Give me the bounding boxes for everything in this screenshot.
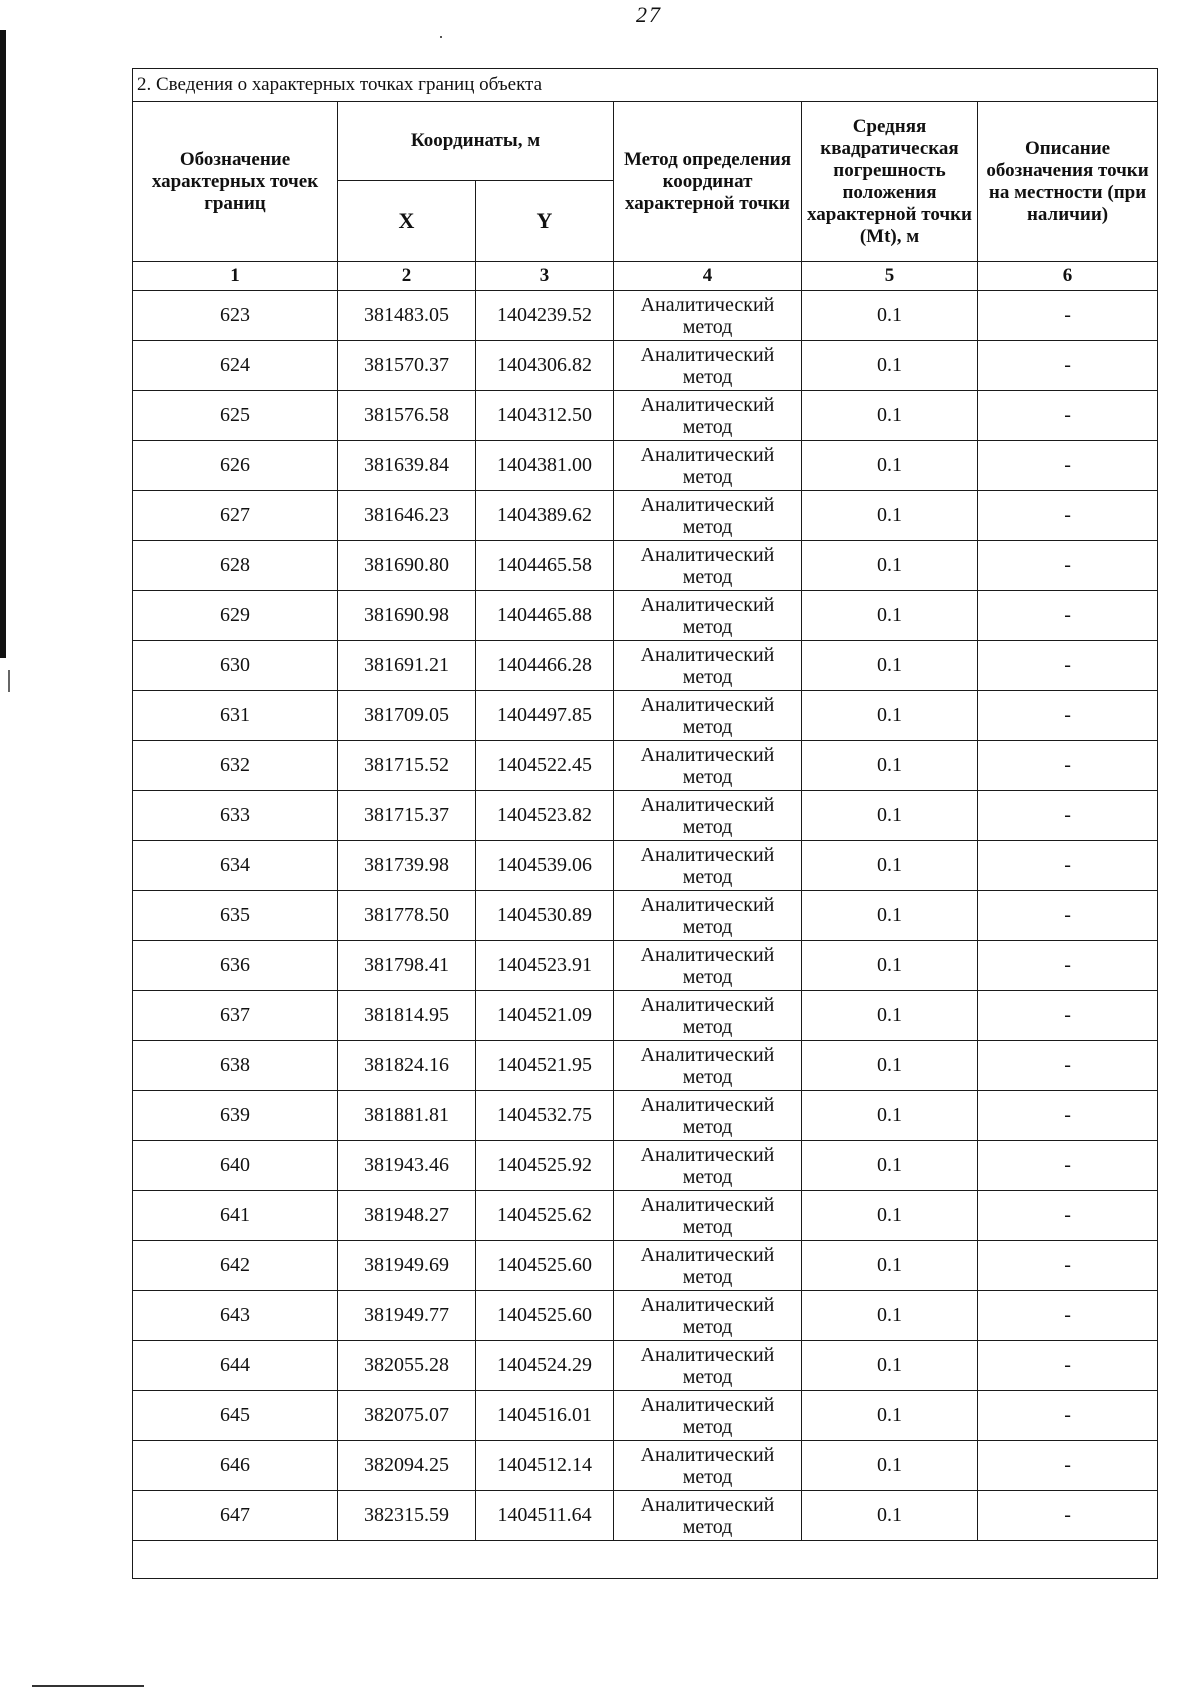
point-cell: 631 bbox=[133, 691, 338, 741]
description-cell: - bbox=[978, 391, 1158, 441]
method-cell: Аналитический метод bbox=[614, 341, 802, 391]
y-coordinate-cell: 1404389.62 bbox=[476, 491, 614, 541]
method-cell: Аналитический метод bbox=[614, 1441, 802, 1491]
y-coordinate-cell: 1404532.75 bbox=[476, 1091, 614, 1141]
header-point-designation: Обозначение характерных точек границ bbox=[133, 102, 338, 262]
mean-error-cell: 0.1 bbox=[802, 941, 978, 991]
description-cell: - bbox=[978, 1341, 1158, 1391]
description-cell: - bbox=[978, 741, 1158, 791]
point-cell: 643 bbox=[133, 1291, 338, 1341]
point-cell: 628 bbox=[133, 541, 338, 591]
x-coordinate-cell: 381943.46 bbox=[338, 1141, 476, 1191]
point-cell: 636 bbox=[133, 941, 338, 991]
description-cell: - bbox=[978, 1191, 1158, 1241]
method-cell: Аналитический метод bbox=[614, 1041, 802, 1091]
point-cell: 629 bbox=[133, 591, 338, 641]
header-x: X bbox=[338, 181, 476, 262]
table-row bbox=[133, 591, 1158, 641]
point-cell: 634 bbox=[133, 841, 338, 891]
mean-error-cell: 0.1 bbox=[802, 691, 978, 741]
description-cell: - bbox=[978, 1491, 1158, 1541]
table-row bbox=[133, 641, 1158, 691]
header-mean-error: Средняя квадратическая погрешность положения характерной точки (Mt), м bbox=[802, 102, 978, 262]
empty-footer-cell bbox=[133, 1541, 1158, 1579]
description-cell: - bbox=[978, 941, 1158, 991]
mean-error-cell: 0.1 bbox=[802, 791, 978, 841]
point-cell: 640 bbox=[133, 1141, 338, 1191]
method-cell: Аналитический метод bbox=[614, 1341, 802, 1391]
method-cell: Аналитический метод bbox=[614, 791, 802, 841]
table-row bbox=[133, 691, 1158, 741]
header-method: Метод определения координат характерной точки bbox=[614, 102, 802, 262]
table-row bbox=[133, 1291, 1158, 1341]
y-coordinate-cell: 1404521.09 bbox=[476, 991, 614, 1041]
method-cell: Аналитический метод bbox=[614, 991, 802, 1041]
mean-error-cell: 0.1 bbox=[802, 541, 978, 591]
method-cell: Аналитический метод bbox=[614, 491, 802, 541]
description-cell: - bbox=[978, 1091, 1158, 1141]
mean-error-cell: 0.1 bbox=[802, 491, 978, 541]
y-coordinate-cell: 1404530.89 bbox=[476, 891, 614, 941]
mean-error-cell: 0.1 bbox=[802, 1441, 978, 1491]
point-cell: 645 bbox=[133, 1391, 338, 1441]
header-description: Описание обозначения точки на местности (при наличии) bbox=[978, 102, 1158, 262]
mean-error-cell: 0.1 bbox=[802, 641, 978, 691]
header-coordinates: Координаты, м bbox=[338, 102, 614, 181]
x-coordinate-cell: 381639.84 bbox=[338, 441, 476, 491]
table-row bbox=[133, 441, 1158, 491]
mean-error-cell: 0.1 bbox=[802, 1391, 978, 1441]
scan-margin-mark bbox=[8, 670, 10, 692]
point-cell: 633 bbox=[133, 791, 338, 841]
mean-error-cell: 0.1 bbox=[802, 1091, 978, 1141]
table-row bbox=[133, 1241, 1158, 1291]
page-number: 27 bbox=[636, 2, 662, 27]
mean-error-cell: 0.1 bbox=[802, 291, 978, 341]
x-coordinate-cell: 381690.98 bbox=[338, 591, 476, 641]
method-cell: Аналитический метод bbox=[614, 741, 802, 791]
point-cell: 632 bbox=[133, 741, 338, 791]
x-coordinate-cell: 381798.41 bbox=[338, 941, 476, 991]
mean-error-cell: 0.1 bbox=[802, 1191, 978, 1241]
point-cell: 644 bbox=[133, 1341, 338, 1391]
y-coordinate-cell: 1404239.52 bbox=[476, 291, 614, 341]
point-cell: 639 bbox=[133, 1091, 338, 1141]
table-row bbox=[133, 841, 1158, 891]
y-coordinate-cell: 1404497.85 bbox=[476, 691, 614, 741]
table-row bbox=[133, 1491, 1158, 1541]
method-cell: Аналитический метод bbox=[614, 841, 802, 891]
x-coordinate-cell: 381576.58 bbox=[338, 391, 476, 441]
point-cell: 637 bbox=[133, 991, 338, 1041]
y-coordinate-cell: 1404466.28 bbox=[476, 641, 614, 691]
table-row bbox=[133, 1191, 1158, 1241]
x-coordinate-cell: 381646.23 bbox=[338, 491, 476, 541]
mean-error-cell: 0.1 bbox=[802, 1491, 978, 1541]
column-number: 3 bbox=[476, 262, 614, 291]
description-cell: - bbox=[978, 1441, 1158, 1491]
method-cell: Аналитический метод bbox=[614, 1091, 802, 1141]
table-row bbox=[133, 491, 1158, 541]
table-row bbox=[133, 1441, 1158, 1491]
column-number: 5 bbox=[802, 262, 978, 291]
method-cell: Аналитический метод bbox=[614, 1491, 802, 1541]
footer-rule bbox=[32, 1685, 144, 1687]
point-cell: 623 bbox=[133, 291, 338, 341]
table-row bbox=[133, 891, 1158, 941]
mean-error-cell: 0.1 bbox=[802, 1341, 978, 1391]
y-coordinate-cell: 1404312.50 bbox=[476, 391, 614, 441]
scan-dot bbox=[440, 36, 442, 38]
method-cell: Аналитический метод bbox=[614, 441, 802, 491]
method-cell: Аналитический метод bbox=[614, 641, 802, 691]
description-cell: - bbox=[978, 591, 1158, 641]
mean-error-cell: 0.1 bbox=[802, 341, 978, 391]
mean-error-cell: 0.1 bbox=[802, 1041, 978, 1091]
point-cell: 641 bbox=[133, 1191, 338, 1241]
x-coordinate-cell: 381949.77 bbox=[338, 1291, 476, 1341]
section-title: 2. Сведения о характерных точках границ объекта bbox=[133, 69, 1158, 102]
boundary-points-table bbox=[132, 68, 1158, 1579]
table-row bbox=[133, 1141, 1158, 1191]
x-coordinate-cell: 381715.52 bbox=[338, 741, 476, 791]
y-coordinate-cell: 1404306.82 bbox=[476, 341, 614, 391]
x-coordinate-cell: 381824.16 bbox=[338, 1041, 476, 1091]
table-row bbox=[133, 741, 1158, 791]
x-coordinate-cell: 381690.80 bbox=[338, 541, 476, 591]
method-cell: Аналитический метод bbox=[614, 1191, 802, 1241]
column-number: 6 bbox=[978, 262, 1158, 291]
column-number: 2 bbox=[338, 262, 476, 291]
description-cell: - bbox=[978, 1141, 1158, 1191]
scan-edge-mark bbox=[0, 30, 6, 658]
x-coordinate-cell: 381814.95 bbox=[338, 991, 476, 1041]
point-cell: 647 bbox=[133, 1491, 338, 1541]
y-coordinate-cell: 1404525.60 bbox=[476, 1241, 614, 1291]
y-coordinate-cell: 1404521.95 bbox=[476, 1041, 614, 1091]
description-cell: - bbox=[978, 341, 1158, 391]
table-body bbox=[133, 291, 1158, 1541]
description-cell: - bbox=[978, 791, 1158, 841]
x-coordinate-cell: 381949.69 bbox=[338, 1241, 476, 1291]
y-coordinate-cell: 1404511.64 bbox=[476, 1491, 614, 1541]
description-cell: - bbox=[978, 1291, 1158, 1341]
table-row bbox=[133, 1091, 1158, 1141]
table-row bbox=[133, 991, 1158, 1041]
y-coordinate-cell: 1404523.82 bbox=[476, 791, 614, 841]
x-coordinate-cell: 382094.25 bbox=[338, 1441, 476, 1491]
mean-error-cell: 0.1 bbox=[802, 1241, 978, 1291]
method-cell: Аналитический метод bbox=[614, 291, 802, 341]
method-cell: Аналитический метод bbox=[614, 1141, 802, 1191]
description-cell: - bbox=[978, 1241, 1158, 1291]
x-coordinate-cell: 381948.27 bbox=[338, 1191, 476, 1241]
method-cell: Аналитический метод bbox=[614, 941, 802, 991]
method-cell: Аналитический метод bbox=[614, 1291, 802, 1341]
description-cell: - bbox=[978, 691, 1158, 741]
description-cell: - bbox=[978, 1041, 1158, 1091]
y-coordinate-cell: 1404465.88 bbox=[476, 591, 614, 641]
y-coordinate-cell: 1404522.45 bbox=[476, 741, 614, 791]
point-cell: 627 bbox=[133, 491, 338, 541]
table-row bbox=[133, 291, 1158, 341]
x-coordinate-cell: 381691.21 bbox=[338, 641, 476, 691]
x-coordinate-cell: 381709.05 bbox=[338, 691, 476, 741]
x-coordinate-cell: 382315.59 bbox=[338, 1491, 476, 1541]
description-cell: - bbox=[978, 441, 1158, 491]
table-row bbox=[133, 941, 1158, 991]
method-cell: Аналитический метод bbox=[614, 591, 802, 641]
y-coordinate-cell: 1404539.06 bbox=[476, 841, 614, 891]
x-coordinate-cell: 381483.05 bbox=[338, 291, 476, 341]
method-cell: Аналитический метод bbox=[614, 891, 802, 941]
mean-error-cell: 0.1 bbox=[802, 841, 978, 891]
point-cell: 642 bbox=[133, 1241, 338, 1291]
method-cell: Аналитический метод bbox=[614, 1391, 802, 1441]
method-cell: Аналитический метод bbox=[614, 691, 802, 741]
mean-error-cell: 0.1 bbox=[802, 1291, 978, 1341]
mean-error-cell: 0.1 bbox=[802, 891, 978, 941]
y-coordinate-cell: 1404525.62 bbox=[476, 1191, 614, 1241]
description-cell: - bbox=[978, 291, 1158, 341]
y-coordinate-cell: 1404523.91 bbox=[476, 941, 614, 991]
point-cell: 638 bbox=[133, 1041, 338, 1091]
description-cell: - bbox=[978, 641, 1158, 691]
description-cell: - bbox=[978, 1391, 1158, 1441]
column-number: 1 bbox=[133, 262, 338, 291]
point-cell: 625 bbox=[133, 391, 338, 441]
x-coordinate-cell: 381881.81 bbox=[338, 1091, 476, 1141]
method-cell: Аналитический метод bbox=[614, 541, 802, 591]
table-row bbox=[133, 391, 1158, 441]
method-cell: Аналитический метод bbox=[614, 1241, 802, 1291]
y-coordinate-cell: 1404381.00 bbox=[476, 441, 614, 491]
description-cell: - bbox=[978, 991, 1158, 1041]
table-row bbox=[133, 341, 1158, 391]
description-cell: - bbox=[978, 891, 1158, 941]
table-row bbox=[133, 791, 1158, 841]
mean-error-cell: 0.1 bbox=[802, 991, 978, 1041]
x-coordinate-cell: 381570.37 bbox=[338, 341, 476, 391]
mean-error-cell: 0.1 bbox=[802, 741, 978, 791]
empty-footer-row bbox=[133, 1541, 1158, 1579]
x-coordinate-cell: 382075.07 bbox=[338, 1391, 476, 1441]
table-row bbox=[133, 1391, 1158, 1441]
x-coordinate-cell: 381778.50 bbox=[338, 891, 476, 941]
y-coordinate-cell: 1404512.14 bbox=[476, 1441, 614, 1491]
x-coordinate-cell: 381715.37 bbox=[338, 791, 476, 841]
mean-error-cell: 0.1 bbox=[802, 391, 978, 441]
point-cell: 624 bbox=[133, 341, 338, 391]
description-cell: - bbox=[978, 541, 1158, 591]
method-cell: Аналитический метод bbox=[614, 391, 802, 441]
point-cell: 630 bbox=[133, 641, 338, 691]
table-row bbox=[133, 1341, 1158, 1391]
x-coordinate-cell: 381739.98 bbox=[338, 841, 476, 891]
header-y: Y bbox=[476, 181, 614, 262]
column-number: 4 bbox=[614, 262, 802, 291]
description-cell: - bbox=[978, 841, 1158, 891]
y-coordinate-cell: 1404525.60 bbox=[476, 1291, 614, 1341]
column-number-row bbox=[133, 262, 1158, 291]
x-coordinate-cell: 382055.28 bbox=[338, 1341, 476, 1391]
description-cell: - bbox=[978, 491, 1158, 541]
table-row bbox=[133, 1041, 1158, 1091]
y-coordinate-cell: 1404525.92 bbox=[476, 1141, 614, 1191]
table-row bbox=[133, 541, 1158, 591]
y-coordinate-cell: 1404516.01 bbox=[476, 1391, 614, 1441]
point-cell: 626 bbox=[133, 441, 338, 491]
mean-error-cell: 0.1 bbox=[802, 591, 978, 641]
y-coordinate-cell: 1404465.58 bbox=[476, 541, 614, 591]
mean-error-cell: 0.1 bbox=[802, 1141, 978, 1191]
y-coordinate-cell: 1404524.29 bbox=[476, 1341, 614, 1391]
point-cell: 646 bbox=[133, 1441, 338, 1491]
point-cell: 635 bbox=[133, 891, 338, 941]
mean-error-cell: 0.1 bbox=[802, 441, 978, 491]
